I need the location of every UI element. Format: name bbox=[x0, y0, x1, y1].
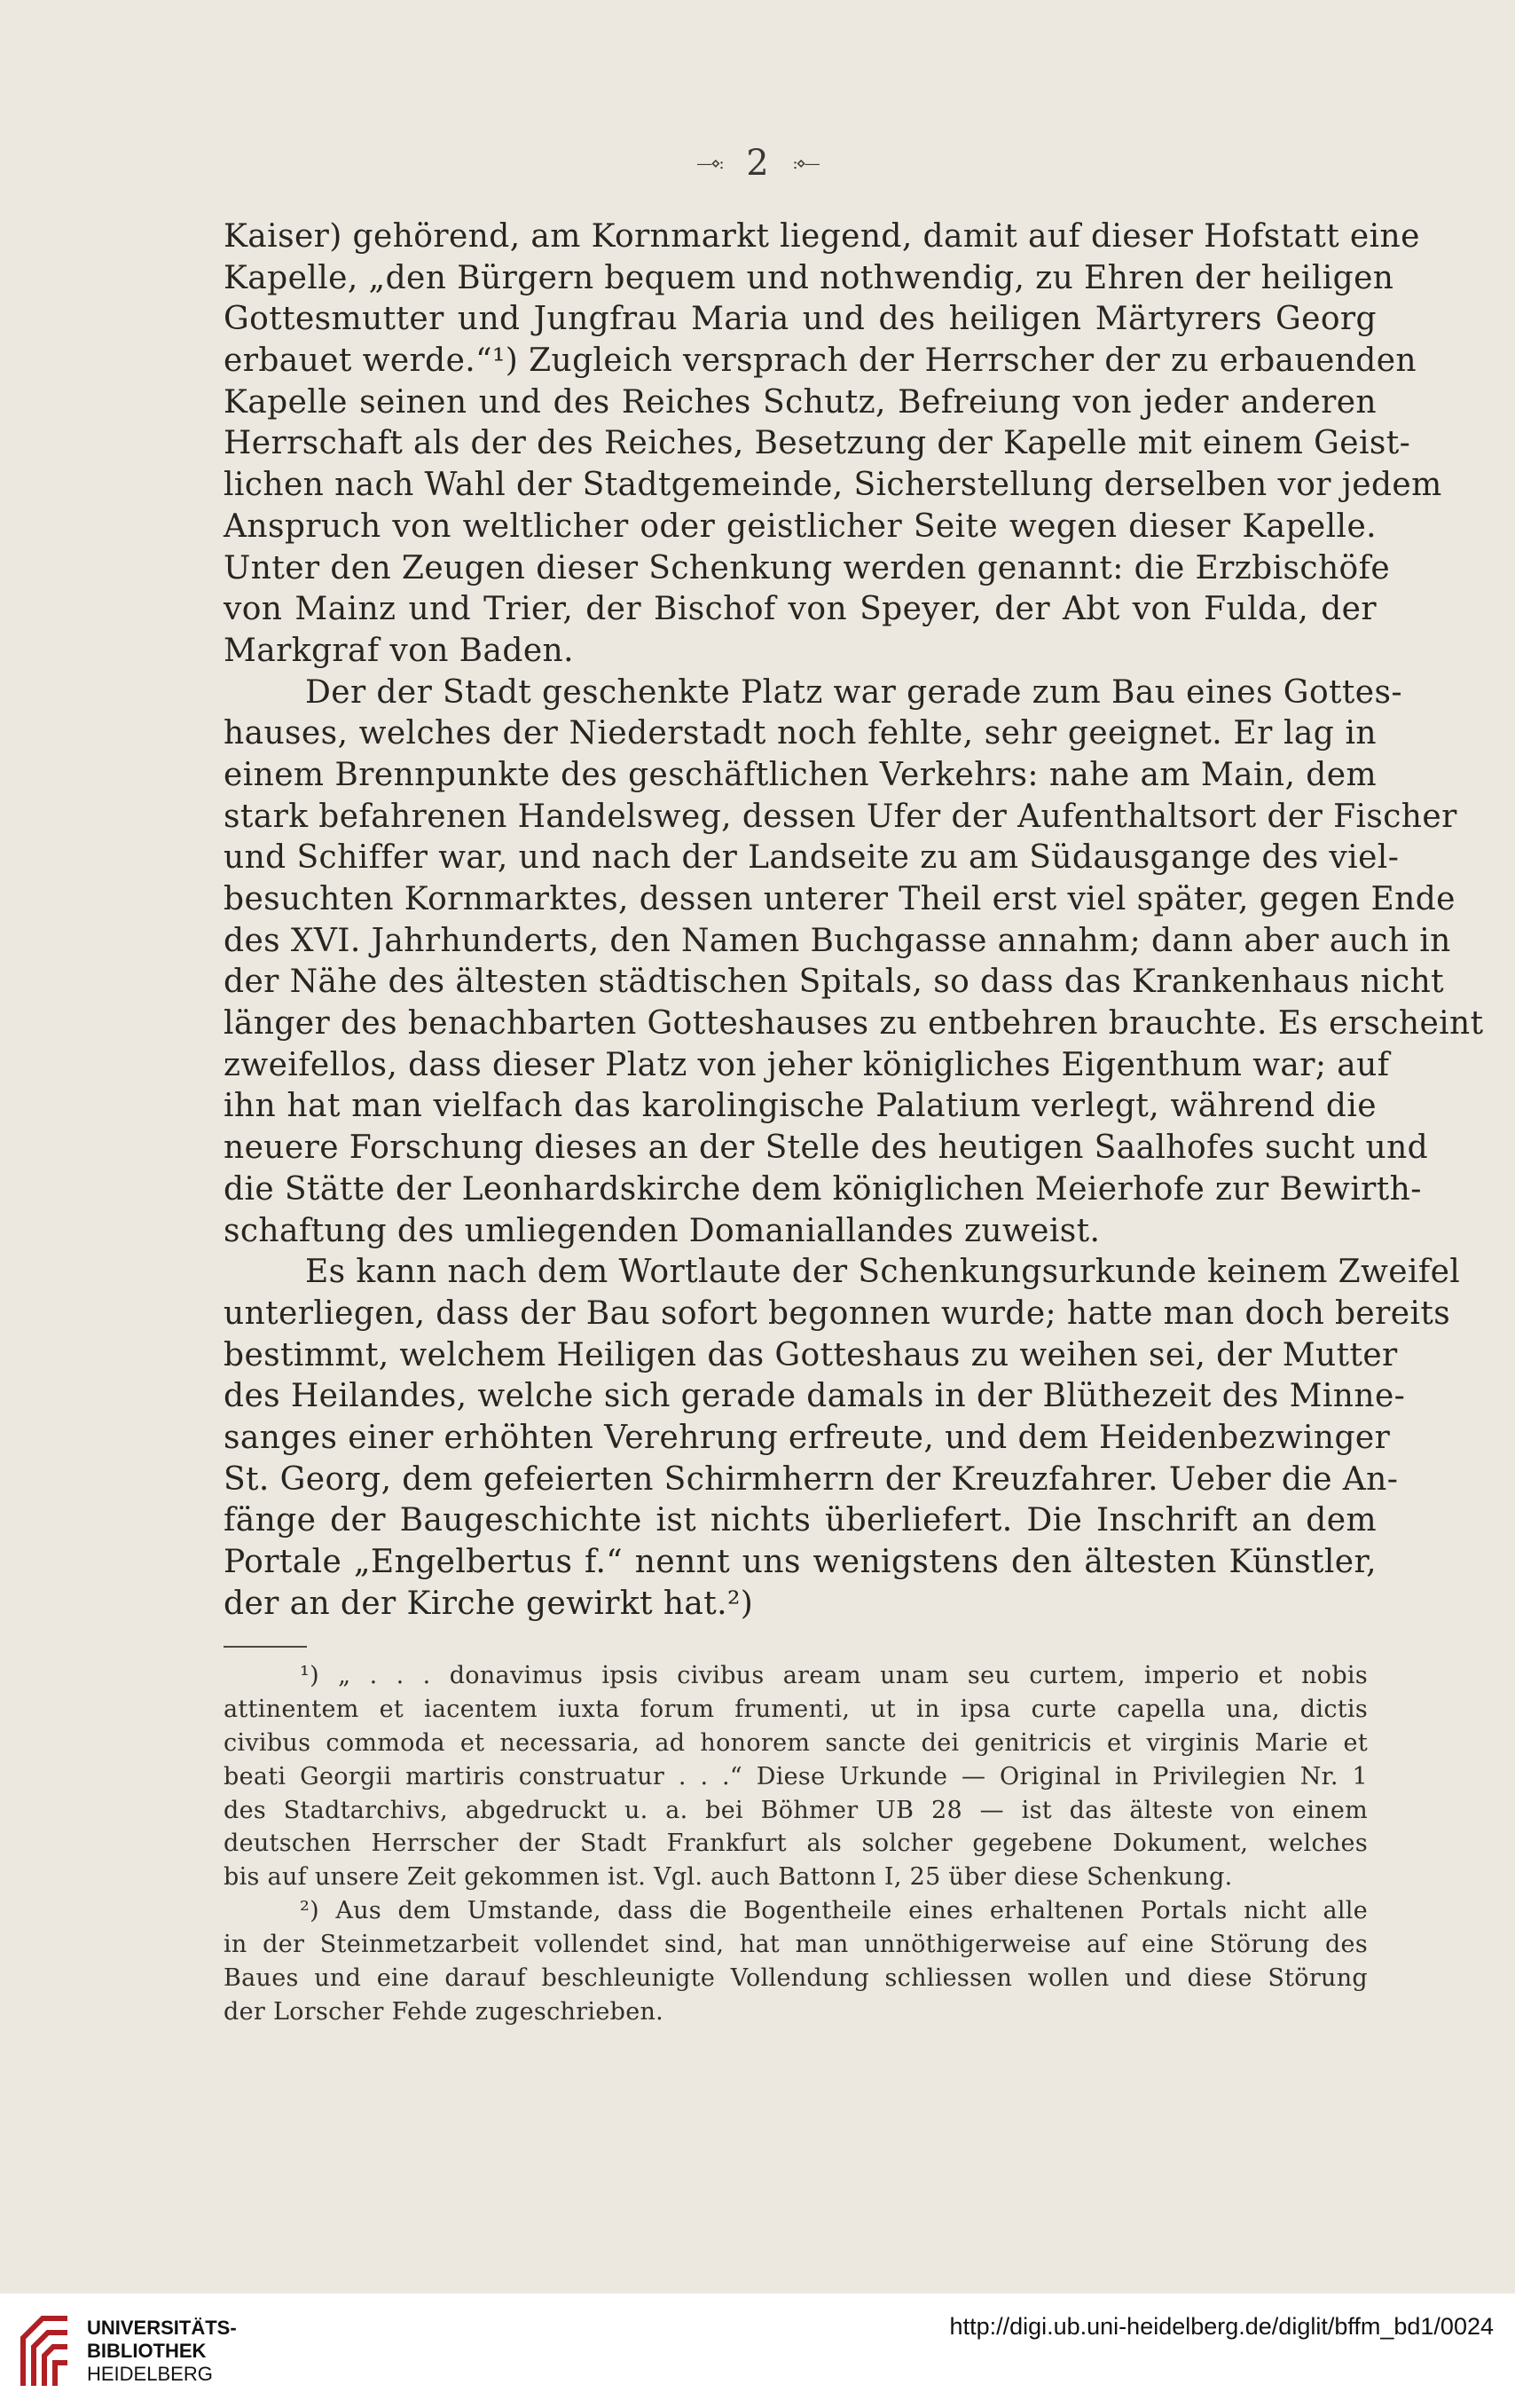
text-line: Unter den Zeugen dieser Schenkung werden genannt: die Erzbischöfe bbox=[224, 549, 1391, 586]
text-line: der an der Kirche gewirkt hat.²) bbox=[224, 1585, 754, 1622]
ornament-left: —⋄: bbox=[696, 153, 723, 173]
text-line: ihn hat man vielfach das karolingische Palatium verlegt, während die bbox=[224, 1088, 1377, 1125]
text-line: Herrschaft als der des Reiches, Besetzung der Kapelle mit einem Geist- bbox=[224, 425, 1411, 462]
text-line: erbauet werde.“¹) Zugleich versprach der Herrscher der zu erbauenden bbox=[224, 342, 1417, 380]
text-line: unterliegen, dass der Bau sofort begonnen wurde; hatte man doch bereits bbox=[224, 1294, 1451, 1332]
page-header bbox=[0, 140, 1515, 184]
text-line: Kapelle, „den Bürgern bequem und nothwendig, zu Ehren der heiligen bbox=[224, 259, 1394, 296]
text-line: einem Brennpunkte des geschäftlichen Verkehrs: nahe am Main, dem bbox=[224, 756, 1377, 793]
text-line: Kapelle seinen und des Reiches Schutz, Befreiung von jeder anderen bbox=[224, 383, 1377, 421]
text-line: besuchten Kornmarktes, dessen unterer Theil erst viel später, gegen Ende bbox=[224, 881, 1456, 917]
footnote-line: des Stadtarchivs, abgedruckt u. a. bei Böhmer UB 28 — ist das älteste von einem bbox=[224, 1796, 1368, 1824]
text-line: länger des benachbarten Gotteshauses zu entbehren brauchte. Es erscheint bbox=[224, 1005, 1484, 1043]
footnote-line: civibus commoda et necessaria, ad honorem sancte dei genitricis et virginis Marie et bbox=[224, 1728, 1368, 1757]
footnotes bbox=[224, 1659, 1368, 2029]
text-line: zweifellos, dass dieser Platz von jeher königliches Eigenthum war; auf bbox=[224, 1046, 1390, 1083]
text-line: Gottesmutter und Jungfrau Maria und des heiligen Märtyrers Georg bbox=[224, 301, 1377, 338]
footnote-line: der Lorscher Fehde zugeschrieben. bbox=[224, 1997, 664, 2026]
university-library-logo-icon bbox=[16, 2311, 73, 2389]
text-line: die Stätte der Leonhardskirche dem königlichen Meierhofe zur Bewirth- bbox=[224, 1170, 1422, 1208]
library-name-line: BIBLIOTHEK bbox=[87, 2340, 207, 2362]
text-line: Markgraf von Baden. bbox=[224, 632, 574, 669]
text-line: und Schiffer war, und nach der Landseite zu am Südausgange des viel- bbox=[224, 839, 1400, 877]
text-line: Kaiser) gehörend, am Kornmarkt liegend, damit auf dieser Hofstatt eine bbox=[224, 218, 1420, 255]
text-line: lichen nach Wahl der Stadtgemeinde, Sicherstellung derselben vor jedem bbox=[224, 467, 1442, 504]
text-line: Es kann nach dem Wortlaute der Schenkungsurkunde keinem Zweifel bbox=[305, 1254, 1461, 1291]
footnote-line: beati Georgii martiris construatur . . .“ Diese Urkunde — Original in Privilegien Nr. 1 bbox=[224, 1762, 1368, 1790]
footnote-line: deutschen Herrscher der Stadt Frankfurt als solcher gegebene Dokument, welches bbox=[224, 1830, 1368, 1858]
text-line: bestimmt, welchem Heiligen das Gotteshaus zu weihen sei, der Mutter bbox=[224, 1336, 1398, 1373]
text-line: St. Georg, dem gefeierten Schirmherrn der Kreuzfahrer. Ueber die An- bbox=[224, 1460, 1399, 1498]
ornament-right: :⋄— bbox=[792, 153, 819, 173]
library-name-line: UNIVERSITÄTS- bbox=[87, 2317, 237, 2339]
text-line: der Nähe des ältesten städtischen Spitals, so dass das Krankenhaus nicht bbox=[224, 964, 1445, 1001]
body-text bbox=[224, 216, 1484, 1625]
text-line: stark befahrenen Handelsweg, dessen Ufer der Aufenthaltsort der Fischer bbox=[224, 798, 1457, 835]
footnote-line: attinentem et iacentem iuxta forum frumenti, ut in ipsa curte capella una, dictis bbox=[224, 1695, 1368, 1723]
text-line: Portale „Engelbertus f.“ nennt uns wenigstens den ältesten Künstler, bbox=[224, 1544, 1377, 1580]
footnote-divider bbox=[224, 1646, 307, 1648]
text-line: fänge der Baugeschichte ist nichts überliefert. Die Inschrift an dem bbox=[224, 1502, 1377, 1539]
text-line: des Heilandes, welche sich gerade damals in der Blüthezeit des Minne- bbox=[224, 1378, 1406, 1415]
footnote-line: in der Steinmetzarbeit vollendet sind, hat man unnöthigerweise auf eine Störung des bbox=[224, 1931, 1368, 1959]
text-line: Anspruch von weltlicher oder geistlicher Seite wegen dieser Kapelle. bbox=[224, 508, 1377, 545]
footnote-line: ¹) „ . . . donavimus ipsis civibus aream unam seu curtem, imperio et nobis bbox=[300, 1662, 1368, 1689]
text-line: hauses, welches der Niederstadt noch fehlte, sehr geeignet. Er lag in bbox=[224, 715, 1377, 752]
text-line: neuere Forschung dieses an der Stelle des heutigen Saalhofes sucht und bbox=[224, 1129, 1429, 1167]
text-line: schaftung des umliegenden Domaniallandes zuweist. bbox=[224, 1212, 1101, 1249]
source-url-link[interactable]: http://digi.ub.uni-heidelberg.de/diglit/bffm_bd1/0024 bbox=[949, 2313, 1494, 2340]
text-line: sanges einer erhöhten Verehrung erfreute, und dem Heidenbezwinger bbox=[224, 1419, 1391, 1456]
text-line: Der der Stadt geschenkte Platz war gerade zum Bau eines Gottes- bbox=[305, 673, 1402, 711]
text-line: von Mainz und Trier, der Bischof von Speyer, der Abt von Fulda, der bbox=[224, 591, 1377, 628]
library-name bbox=[87, 2317, 237, 2386]
page-number: 2 bbox=[746, 143, 769, 184]
text-line: des XVI. Jahrhunderts, den Namen Buchgasse annahm; dann aber auch in bbox=[224, 922, 1451, 959]
library-name-line: HEIDELBERG bbox=[87, 2363, 213, 2385]
footnote-line: bis auf unsere Zeit gekommen ist. Vgl. auch Battonn I, 25 über diese Schenkung. bbox=[224, 1863, 1233, 1892]
footnote-line: Baues und eine darauf beschleunigte Vollendung schliessen wollen und diese Störung bbox=[224, 1964, 1368, 1993]
library-footer bbox=[0, 2294, 1515, 2408]
footnote-line: ²) Aus dem Umstande, dass die Bogentheile eines erhaltenen Portals nicht alle bbox=[300, 1897, 1368, 1925]
